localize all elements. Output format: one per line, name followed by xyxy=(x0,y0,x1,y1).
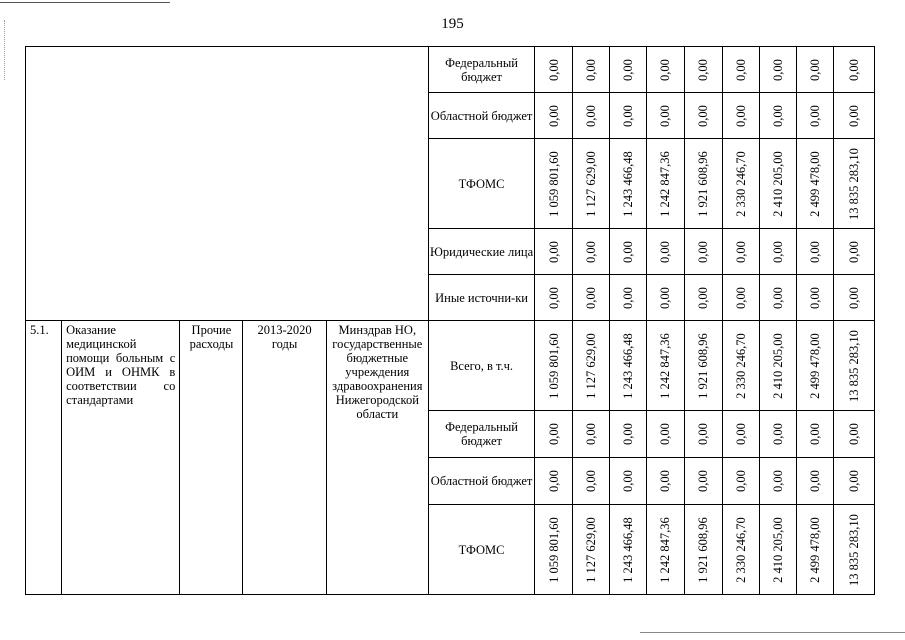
amount-value: 1 243 466,48 xyxy=(621,516,636,583)
amount-cell xyxy=(535,411,573,458)
amount-value: 0,00 xyxy=(658,240,673,263)
amount-value: 0,00 xyxy=(621,58,636,81)
amount-cell xyxy=(759,321,796,411)
amount-cell xyxy=(610,458,647,505)
amount-value: 0,00 xyxy=(807,104,822,127)
amount-cell xyxy=(647,229,684,275)
amount-value: 0,00 xyxy=(658,104,673,127)
amount-value: 1 921 608,96 xyxy=(696,150,711,217)
amount-value: 2 330 246,70 xyxy=(733,332,748,399)
amount-value: 0,00 xyxy=(658,286,673,309)
amount-cell xyxy=(759,275,796,321)
amount-cell xyxy=(684,411,722,458)
amount-value: 2 410 205,00 xyxy=(770,332,785,399)
amount-value: 2 499 478,00 xyxy=(807,332,822,399)
amount-value: 0,00 xyxy=(546,104,561,127)
amount-cell xyxy=(573,139,610,229)
amount-cell xyxy=(759,93,796,139)
amount-value: 0,00 xyxy=(770,470,785,492)
amount-value: 0,00 xyxy=(621,286,636,309)
amount-value: 0,00 xyxy=(696,423,711,445)
page-number: 195 xyxy=(441,16,464,32)
amount-cell xyxy=(535,139,573,229)
amount-cell xyxy=(573,275,610,321)
amount-cell xyxy=(833,139,874,229)
amount-value: 0,00 xyxy=(733,104,748,127)
amount-value: 1 127 629,00 xyxy=(584,150,599,217)
amount-value: 0,00 xyxy=(846,104,861,127)
funding-source-cell: Областной бюджет xyxy=(428,93,534,139)
amount-value: 13 835 283,10 xyxy=(846,147,861,220)
amount-cell xyxy=(759,229,796,275)
amount-value: 0,00 xyxy=(658,58,673,81)
amount-value: 0,00 xyxy=(584,104,599,127)
table-row xyxy=(26,47,875,93)
amount-cell xyxy=(722,505,759,595)
amount-value: 0,00 xyxy=(546,470,561,492)
amount-value: 1 242 847,36 xyxy=(658,516,673,583)
amount-cell xyxy=(610,139,647,229)
amount-cell xyxy=(684,458,722,505)
amount-value: 0,00 xyxy=(846,423,861,445)
amount-cell xyxy=(535,321,573,411)
table-row xyxy=(26,321,875,411)
amount-cell xyxy=(722,139,759,229)
item-name: Оказание медицинской помощи больным с ОИМ и ОНМК в соответствии со стандартами xyxy=(62,321,180,595)
amount-cell xyxy=(722,275,759,321)
amount-value: 1 059 801,60 xyxy=(546,150,561,217)
amount-value: 0,00 xyxy=(696,58,711,81)
amount-value: 1 243 466,48 xyxy=(621,150,636,217)
amount-value: 0,00 xyxy=(658,470,673,492)
funding-source-cell: Областной бюджет xyxy=(428,458,534,505)
amount-value: 0,00 xyxy=(696,286,711,309)
amount-cell xyxy=(610,229,647,275)
amount-cell xyxy=(722,321,759,411)
amount-cell xyxy=(573,411,610,458)
amount-value: 0,00 xyxy=(621,240,636,263)
amount-value: 13 835 283,10 xyxy=(846,513,861,586)
expense-type: Прочие расходы xyxy=(180,321,243,595)
amount-cell xyxy=(796,139,833,229)
implementation-period: 2013-2020 годы xyxy=(243,321,326,595)
amount-value: 0,00 xyxy=(770,423,785,445)
amount-cell xyxy=(833,93,874,139)
amount-value: 0,00 xyxy=(658,423,673,445)
amount-cell xyxy=(573,458,610,505)
amount-value: 1 242 847,36 xyxy=(658,150,673,217)
amount-cell xyxy=(610,411,647,458)
amount-value: 1 059 801,60 xyxy=(546,516,561,583)
amount-value: 0,00 xyxy=(733,423,748,445)
amount-value: 0,00 xyxy=(807,470,822,492)
funding-source-cell: ТФОМС xyxy=(428,139,534,229)
amount-value: 0,00 xyxy=(546,58,561,81)
amount-cell xyxy=(535,229,573,275)
amount-cell xyxy=(759,411,796,458)
amount-cell xyxy=(759,47,796,93)
amount-value: 0,00 xyxy=(733,470,748,492)
amount-cell xyxy=(573,321,610,411)
budget-table xyxy=(25,46,875,595)
amount-value: 1 921 608,96 xyxy=(696,516,711,583)
amount-value: 0,00 xyxy=(733,58,748,81)
amount-value: 0,00 xyxy=(846,58,861,81)
amount-cell xyxy=(647,275,684,321)
amount-cell xyxy=(684,275,722,321)
amount-value: 0,00 xyxy=(846,470,861,492)
amount-cell xyxy=(796,93,833,139)
amount-cell xyxy=(647,505,684,595)
amount-cell xyxy=(535,505,573,595)
amount-value: 0,00 xyxy=(621,470,636,492)
amount-cell xyxy=(573,505,610,595)
amount-value: 0,00 xyxy=(770,104,785,127)
amount-cell xyxy=(535,93,573,139)
amount-cell xyxy=(796,47,833,93)
amount-value: 1 059 801,60 xyxy=(546,332,561,399)
amount-cell xyxy=(610,275,647,321)
amount-cell xyxy=(610,321,647,411)
amount-cell xyxy=(833,321,874,411)
executor: Минздрав НО, государственные бюджетные учреждения здравоохранения Нижегородской области xyxy=(326,321,428,595)
continuation-blank-cell xyxy=(26,47,429,321)
amount-value: 2 410 205,00 xyxy=(770,150,785,217)
amount-cell xyxy=(796,505,833,595)
amount-value: 0,00 xyxy=(621,423,636,445)
amount-value: 0,00 xyxy=(733,240,748,263)
amount-value: 1 242 847,36 xyxy=(658,332,673,399)
amount-cell xyxy=(759,458,796,505)
amount-value: 1 921 608,96 xyxy=(696,332,711,399)
amount-value: 0,00 xyxy=(546,286,561,309)
amount-cell xyxy=(610,93,647,139)
amount-cell xyxy=(722,411,759,458)
amount-value: 2 330 246,70 xyxy=(733,516,748,583)
amount-value: 0,00 xyxy=(807,240,822,263)
funding-source-cell: Иные источни-ки xyxy=(428,275,534,321)
amount-cell xyxy=(796,458,833,505)
amount-value: 13 835 283,10 xyxy=(846,329,861,402)
amount-cell xyxy=(573,229,610,275)
amount-value: 0,00 xyxy=(696,104,711,127)
amount-cell xyxy=(796,411,833,458)
amount-value: 0,00 xyxy=(696,470,711,492)
amount-value: 0,00 xyxy=(584,423,599,445)
amount-value: 0,00 xyxy=(846,240,861,263)
amount-cell xyxy=(610,47,647,93)
amount-cell xyxy=(573,93,610,139)
amount-cell xyxy=(684,321,722,411)
amount-cell xyxy=(535,458,573,505)
amount-cell xyxy=(722,93,759,139)
amount-cell xyxy=(684,93,722,139)
amount-cell xyxy=(722,229,759,275)
amount-cell xyxy=(647,411,684,458)
amount-cell xyxy=(796,229,833,275)
amount-value: 0,00 xyxy=(546,423,561,445)
amount-value: 2 499 478,00 xyxy=(807,516,822,583)
amount-value: 2 410 205,00 xyxy=(770,516,785,583)
amount-value: 0,00 xyxy=(546,240,561,263)
funding-source-cell: Федеральный бюджет xyxy=(428,47,534,93)
amount-cell xyxy=(722,47,759,93)
amount-cell xyxy=(535,275,573,321)
amount-cell xyxy=(833,505,874,595)
amount-cell xyxy=(833,275,874,321)
amount-value: 1 127 629,00 xyxy=(584,332,599,399)
amount-value: 0,00 xyxy=(770,240,785,263)
funding-source-cell: Федеральный бюджет xyxy=(428,411,534,458)
amount-cell xyxy=(647,93,684,139)
amount-cell xyxy=(833,458,874,505)
amount-value: 0,00 xyxy=(807,286,822,309)
amount-value: 0,00 xyxy=(770,286,785,309)
amount-value: 0,00 xyxy=(733,286,748,309)
amount-cell xyxy=(759,505,796,595)
amount-value: 0,00 xyxy=(807,423,822,445)
amount-value: 0,00 xyxy=(770,58,785,81)
amount-cell xyxy=(647,139,684,229)
amount-value: 2 330 246,70 xyxy=(733,150,748,217)
amount-value: 1 127 629,00 xyxy=(584,516,599,583)
funding-source-cell: ТФОМС xyxy=(428,505,534,595)
amount-cell xyxy=(647,321,684,411)
amount-value: 1 243 466,48 xyxy=(621,332,636,399)
amount-cell xyxy=(833,229,874,275)
item-number: 5.1. xyxy=(26,321,62,595)
amount-cell xyxy=(684,139,722,229)
amount-cell xyxy=(610,505,647,595)
funding-source-cell: Всего, в т.ч. xyxy=(428,321,534,411)
amount-value: 0,00 xyxy=(584,58,599,81)
amount-value: 0,00 xyxy=(621,104,636,127)
amount-cell xyxy=(647,458,684,505)
amount-cell xyxy=(684,47,722,93)
amount-cell xyxy=(684,229,722,275)
amount-value: 0,00 xyxy=(584,470,599,492)
amount-cell xyxy=(684,505,722,595)
amount-cell xyxy=(833,47,874,93)
funding-source-cell: Юридические лица xyxy=(428,229,534,275)
amount-cell xyxy=(796,321,833,411)
amount-value: 0,00 xyxy=(846,286,861,309)
amount-value: 0,00 xyxy=(696,240,711,263)
amount-cell xyxy=(796,275,833,321)
amount-cell xyxy=(833,411,874,458)
amount-cell xyxy=(722,458,759,505)
amount-value: 0,00 xyxy=(584,286,599,309)
amount-value: 0,00 xyxy=(584,240,599,263)
amount-cell xyxy=(573,47,610,93)
amount-value: 0,00 xyxy=(807,58,822,81)
amount-value: 2 499 478,00 xyxy=(807,150,822,217)
amount-cell xyxy=(759,139,796,229)
amount-cell xyxy=(535,47,573,93)
amount-cell xyxy=(647,47,684,93)
